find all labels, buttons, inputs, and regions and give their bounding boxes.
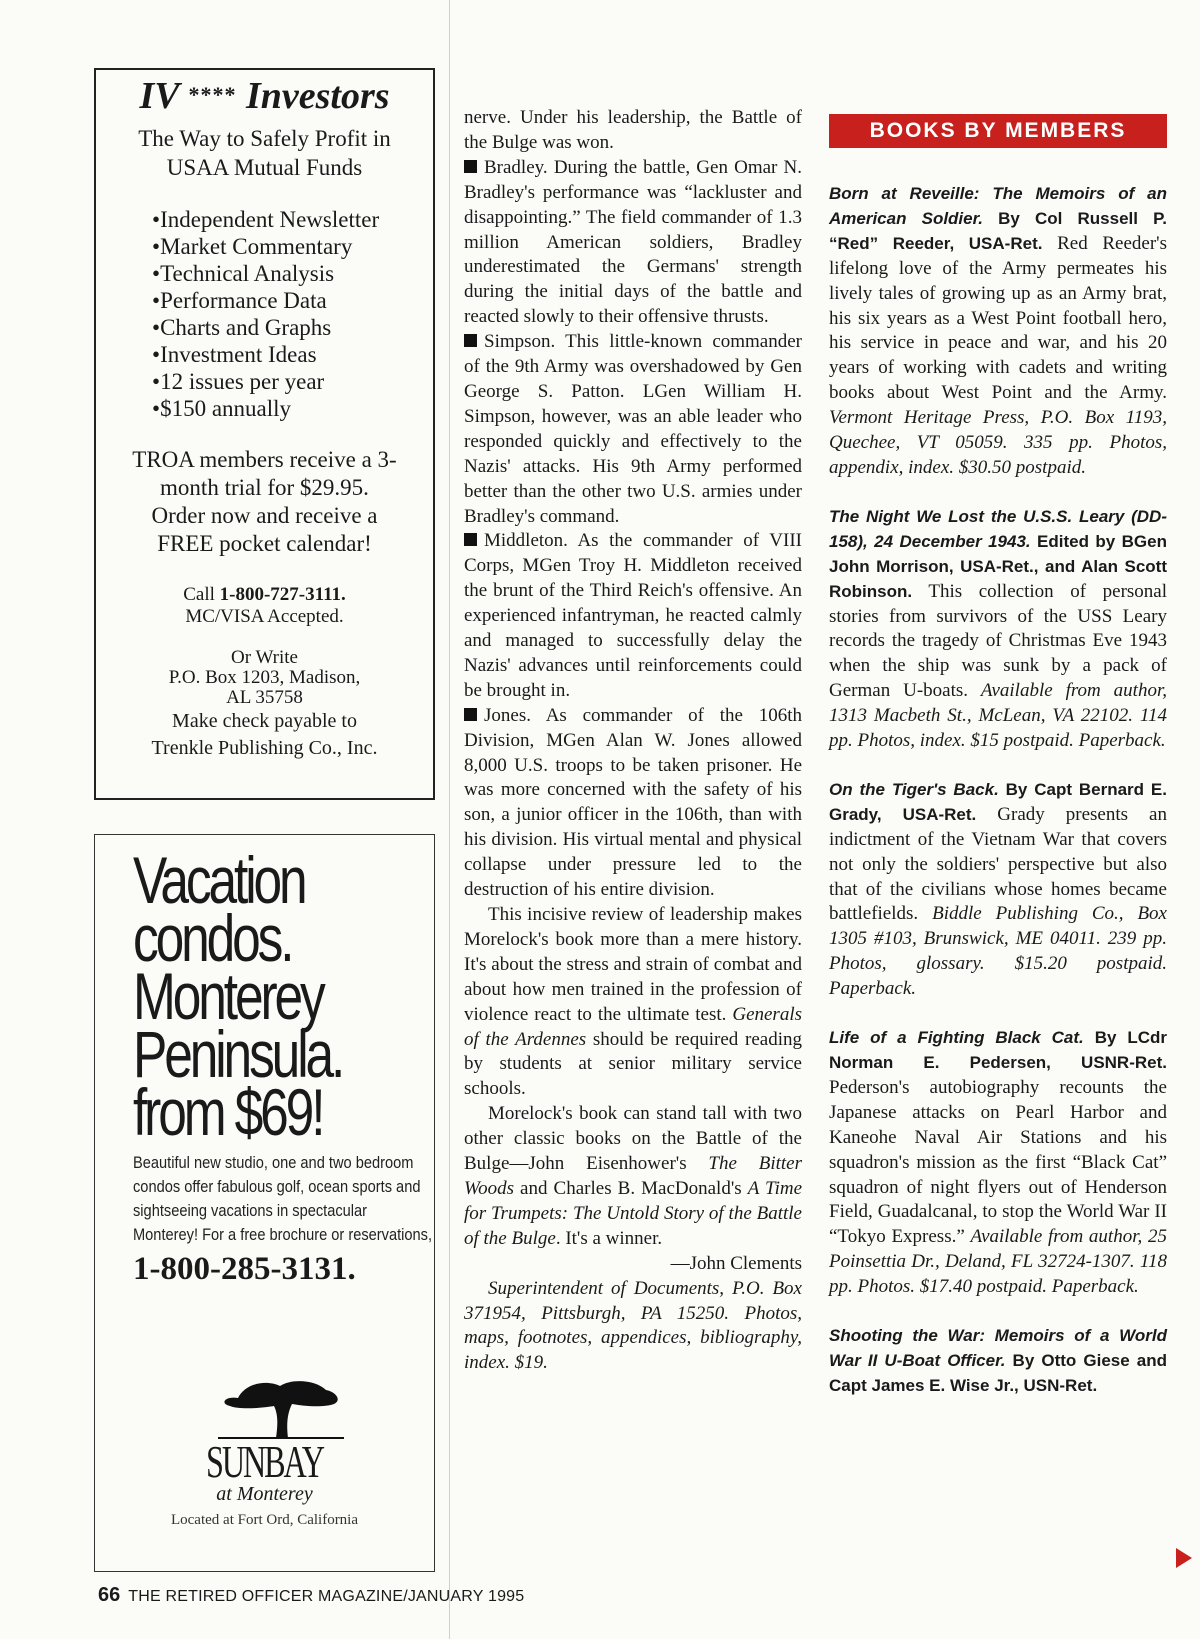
iv-address bbox=[96, 648, 433, 708]
iv-subtitle: The Way to Safely Profit in USAA Mutual Funds bbox=[138, 126, 391, 180]
book-review bbox=[829, 778, 1167, 1002]
book-review bbox=[829, 1324, 1167, 1399]
review-author: Edited by BGen John Morrison, USA-Ret., and Alan Scott Robinson. bbox=[829, 531, 1167, 601]
paragraph-text: . It's a winner. bbox=[555, 1227, 663, 1249]
bullet-square-icon bbox=[464, 160, 477, 173]
book-review bbox=[829, 505, 1167, 754]
reviewer-signature: —John Clements bbox=[670, 1252, 802, 1274]
article-paragraph: nerve. Under his leadership, the Battle of the Bulge was won. bbox=[464, 107, 802, 153]
review-title: Life of a Fighting Black Cat. bbox=[829, 1028, 1084, 1048]
article-paragraph bbox=[464, 156, 802, 330]
iv-payable-1: Make check payable to bbox=[172, 710, 357, 732]
paragraph-text: Simpson. This little-known commander of the 9th Army was overshadowed by Gen George S. Patton. LGen William H. Simpson, however, was an able leader who responded quickly and effectively to the Nazis' attacks. His 9th Army performed better than the other two U.S. armies under Bradley's command. bbox=[464, 331, 802, 527]
list-item: • Independent Newsletter bbox=[152, 206, 433, 233]
iv-investors-ad bbox=[94, 68, 435, 800]
list-item: • Performance Data bbox=[152, 287, 433, 314]
bullet-square-icon bbox=[464, 334, 477, 347]
sunbay-logo: SUNBAY bbox=[206, 1436, 323, 1487]
review-publisher: Vermont Heritage Press, P.O. Box 1193, Quechee, VT 05059. 335 pp. Photos, appendix, index. $30.50 postpaid. bbox=[829, 407, 1167, 478]
paragraph-text: should be required reading by students at senior military service schools. bbox=[464, 1028, 802, 1100]
article-paragraph bbox=[464, 704, 802, 903]
books-by-members-banner: BOOKS BY MEMBERS bbox=[829, 114, 1167, 148]
folio bbox=[98, 1584, 524, 1607]
paragraph-text: Morelock's book can stand tall with two other classic books on the Battle of the Bulge—John Eisenhower's bbox=[464, 1103, 802, 1175]
magazine-issue: THE RETIRED OFFICER MAGAZINE/JANUARY 1995 bbox=[128, 1588, 525, 1605]
iv-header bbox=[96, 74, 433, 118]
iv-calendar-offer: Order now and receive a FREE pocket calendar! bbox=[151, 503, 378, 556]
iv-payable-2: Trenkle Publishing Co., Inc. bbox=[151, 737, 378, 759]
continue-arrow-icon bbox=[1176, 1548, 1192, 1568]
review-publisher: Available from author, 25 Poinsettia Dr., Deland, FL 32724-1307. 118 pp. Photos. $17.40 postpaid. Paperback. bbox=[829, 1226, 1167, 1298]
article-column bbox=[464, 106, 802, 1376]
sunbay-phone: 1-800-285-3131. bbox=[133, 1251, 356, 1287]
sunbay-logo-block bbox=[94, 1436, 435, 1529]
sunbay-body: Beautiful new studio, one and two bedroom condos offer fabulous golf, ocean sports and sightseeing vacations in spectacular Monterey! For a free brochure or reservations, bbox=[133, 1153, 433, 1244]
column-rule bbox=[449, 0, 450, 1639]
paragraph-text: This incisive review of leadership makes Morelock's book more than a mere history. It's about the stress and strain of combat and about how men trained in the profession of violence react to the ultimate test. bbox=[464, 904, 802, 1025]
iv-write-3: AL 35758 bbox=[226, 687, 303, 708]
review-author: By Otto Giese and Capt James E. Wise Jr., USN-Ret. bbox=[829, 1350, 1167, 1395]
list-item: • Investment Ideas bbox=[152, 341, 433, 368]
headline-line: Monterey bbox=[133, 959, 323, 1033]
list-item: • $150 annually bbox=[152, 395, 433, 422]
books-column bbox=[829, 182, 1167, 1423]
iv-payable bbox=[96, 708, 433, 762]
paragraph-text: and Charles B. MacDonald's bbox=[513, 1177, 748, 1199]
book-title: The Bitter Woods bbox=[464, 1153, 802, 1199]
review-author: By Col Russell P. “Red” Reeder, USA-Ret. bbox=[829, 208, 1167, 253]
list-item: • 12 issues per year bbox=[152, 368, 433, 395]
book-title: A Time for Trumpets: The Untold Story of the Battle of the Bulge bbox=[464, 1177, 802, 1249]
iv-call bbox=[96, 584, 433, 628]
iv-card-text: MC/VISA Accepted. bbox=[185, 606, 344, 627]
iv-feature-list bbox=[152, 206, 433, 422]
bullet-square-icon bbox=[464, 533, 477, 546]
iv-call-prefix: Call bbox=[183, 584, 220, 605]
page-number: 66 bbox=[98, 1584, 121, 1606]
headline-line: Peninsula. bbox=[133, 1017, 343, 1091]
iv-write-2: P.O. Box 1203, Madison, bbox=[168, 667, 361, 688]
publication-info: Superintendent of Documents, P.O. Box 371954, Pittsburgh, PA 15250. Photos, maps, footnotes, appendices, bibliography, index. $19. bbox=[464, 1277, 802, 1374]
review-title: Born at Reveille: The Memoirs of an American Soldier. bbox=[829, 184, 1167, 228]
review-publisher: Biddle Publishing Co., Box 1305 #103, Brunswick, ME 04011. 239 pp. Photos, glossary. $15.20 postpaid. Paperback. bbox=[829, 903, 1167, 1000]
tree-icon bbox=[218, 1376, 344, 1440]
article-paragraph bbox=[464, 330, 802, 529]
iv-logo: IV bbox=[139, 75, 179, 117]
review-publisher: Available from author, 1313 Macbeth St., McLean, VA 22102. 114 pp. Photos, index. $15 postpaid. Paperback. bbox=[829, 680, 1167, 752]
review-title: The Night We Lost the U.S.S. Leary (DD-158), 24 December 1943. bbox=[829, 506, 1167, 551]
list-item: • Market Commentary bbox=[152, 233, 433, 260]
iv-title: Investors bbox=[245, 75, 390, 117]
review-author: By LCdr Norman E. Pedersen, USNR-Ret. bbox=[829, 1028, 1167, 1072]
headline-line: from $69! bbox=[133, 1075, 323, 1149]
article-paragraph bbox=[464, 903, 802, 1102]
book-title: Generals of the Ardennes bbox=[464, 1003, 802, 1050]
review-title: Shooting the War: Memoirs of a World War II U-Boat Officer. bbox=[829, 1326, 1167, 1370]
headline-line: condos. bbox=[133, 901, 292, 975]
iv-trial-offer: TROA members receive a 3-month trial for $29.95. bbox=[132, 447, 397, 500]
review-body: Red Reeder's lifelong love of the Army permeates his lively tales of growing up as an Army brat, his six years as a West Point football hero, his service in peace and war, and his 20 years of working with cadets and writing books about West Point and the Army. bbox=[829, 232, 1167, 404]
headline-line: Vacation bbox=[133, 843, 305, 917]
list-item: • Charts and Graphs bbox=[152, 314, 433, 341]
sunbay-logo-sub: at Monterey bbox=[216, 1483, 313, 1505]
review-author: By Capt Bernard E. Grady, USA-Ret. bbox=[829, 779, 1167, 824]
review-title: On the Tiger's Back. bbox=[829, 779, 999, 799]
bullet-square-icon bbox=[464, 708, 477, 721]
review-body: Pederson's autobiography recounts the Japanese attacks on Pearl Harbor and Kaneohe Naval Air Stations and his squadron's mission as the first “Black Cat” squadron of night flyers out of Henderson Field, Guadalcanal, to stop the World War II “Tokyo Express.” bbox=[829, 1076, 1167, 1248]
list-item: • Technical Analysis bbox=[152, 260, 433, 287]
book-review bbox=[829, 182, 1167, 481]
sunbay-headline bbox=[133, 843, 368, 1149]
paragraph-text: Middleton. As the commander of VIII Corps, MGen Troy H. Middleton received the brunt of the Third Reich's offensive. An experienced infantryman, he reacted calmly and managed to successfully delay the Nazis' advances until reinforcements could be brought in. bbox=[464, 530, 802, 701]
iv-write-1: Or Write bbox=[231, 647, 298, 668]
iv-phone: 1-800-727-3111. bbox=[219, 584, 346, 605]
paragraph-text: Bradley. During the battle, Gen Omar N. Bradley's performance was “lackluster and disappointing.” The field commander of 1.3 million American soldiers, Bradley underestimated the Germans' strength during the initial days of the battle and reacted slowly to their offensive thrusts. bbox=[464, 156, 802, 328]
review-body: Grady presents an indictment of the Vietnam War that covers not only the soldiers' perspective but also that of the civilians whose homes became battlefields. bbox=[829, 803, 1167, 925]
sunbay-location: Located at Fort Ord, California bbox=[170, 1512, 359, 1528]
article-paragraph bbox=[464, 1102, 802, 1251]
paragraph-text: Jones. As commander of the 106th Division, MGen Alan W. Jones allowed 8,000 U.S. troops to be taken prisoner. He was more concerned with the safety of his son, a junior officer in the 106th, than with his division. His virtual mental and physical collapse under pressure led to the destruction of his entire division. bbox=[464, 704, 802, 901]
book-review bbox=[829, 1026, 1167, 1300]
article-paragraph bbox=[464, 529, 802, 703]
iv-stars: **** bbox=[188, 82, 237, 107]
review-body: This collection of personal stories from survivors of the USS Leary records the tragedy of Christmas Eve 1943 when the ship was sunk by a pack of German U-boats. bbox=[829, 580, 1167, 702]
